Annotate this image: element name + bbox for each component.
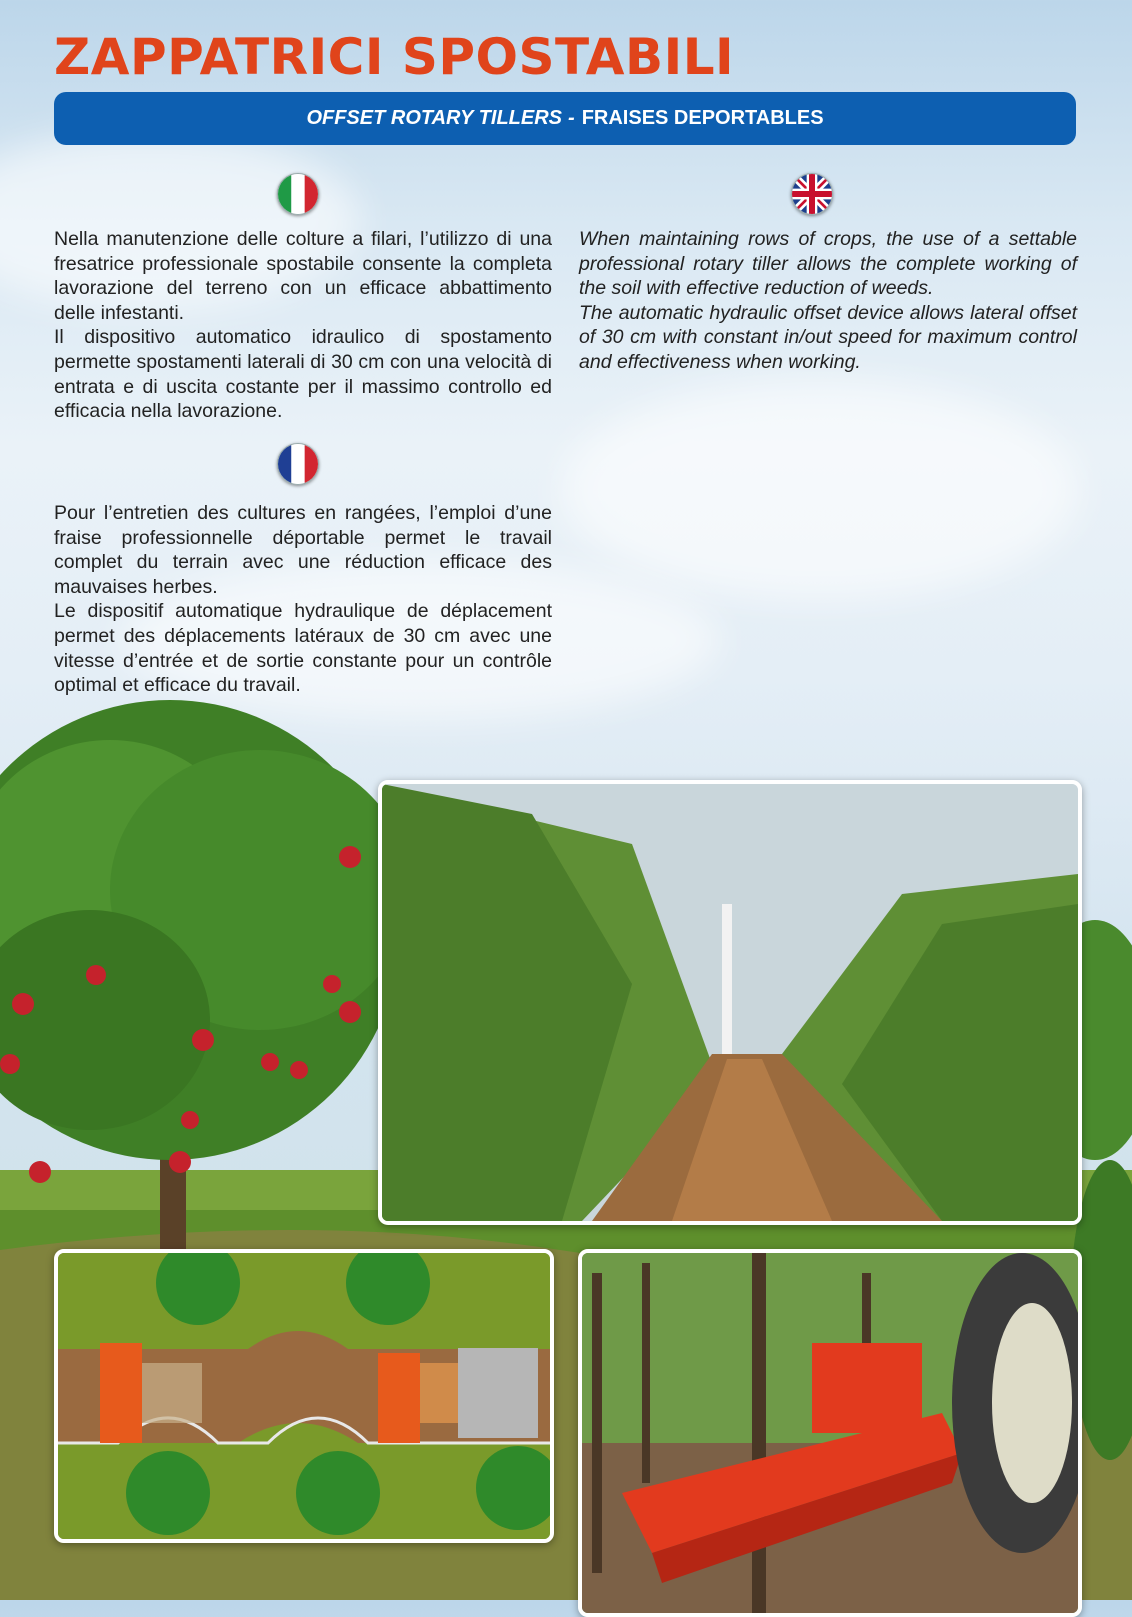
english-paragraph-1: When maintaining rows of crops, the use of a settable professional rotary tiller allows the complete working of the soil with effective reduction of weeds. [579,228,1077,300]
vineyard-photo [378,780,1082,1225]
tiller-machine-photo [578,1249,1082,1617]
italian-text [54,227,552,424]
italian-flag-icon [277,173,319,215]
italian-paragraph-1: Nella manutenzione delle colture a filari, l’utilizzo di una fresatrice professionale spostabile consente la completa lavorazione del terreno con un efficace abbattimento delle infestanti. [54,228,552,324]
italian-paragraph-2: Il dispositivo automatico idraulico di spostamento permette spostamenti laterali di 30 cm con una velocità di entrata e di uscita costante per il massimo controllo ed efficacia nella lavorazione. [54,326,552,423]
english-text [579,227,1077,375]
french-paragraph-1: Pour l’entretien des cultures en rangées, l’emploi d’une fraise professionnelle déportable permet le travail complet du terrain avec une réduction efficace des mauvaises herbes. [54,502,552,598]
english-paragraph-2: The automatic hydraulic offset device allows lateral offset of 30 cm with constant in/out speed for maximum control and effectiveness when working. [579,301,1077,373]
offset-diagram [54,1249,554,1543]
subtitle-french: FRAISES DEPORTABLES [581,107,824,129]
french-paragraph-2: Le dispositif automatique hydraulique de déplacement permet des déplacements latéraux de 30 cm avec une vitesse d’entrée et de sortie constante pour un contrôle optimal et efficace du travail. [54,600,552,697]
page-title: ZAPPATRICI SPOSTABILI [54,28,735,86]
subtitle-separator: - [568,107,575,129]
subtitle-banner [54,92,1076,145]
subtitle-english: OFFSET ROTARY TILLERS [306,107,563,129]
uk-flag-icon [791,173,833,215]
french-text [54,501,552,698]
french-flag-icon [277,443,319,485]
